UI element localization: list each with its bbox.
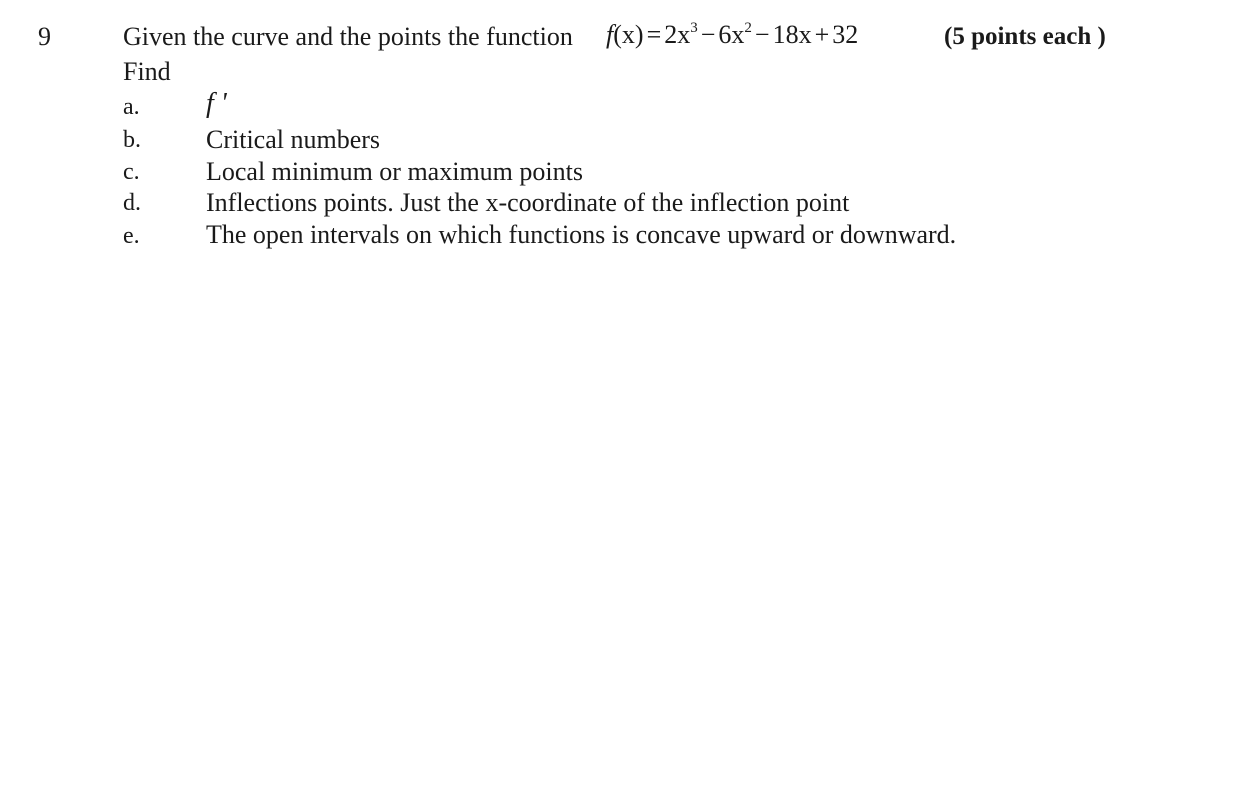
formula-op2: − <box>754 20 770 49</box>
part-d-letter: d. <box>123 190 141 216</box>
question-number: 9 <box>38 22 51 51</box>
part-b-letter: b. <box>123 127 141 153</box>
formula-arg: (x) <box>613 20 644 49</box>
points-note: (5 points each ) <box>944 23 1106 50</box>
function-formula <box>606 22 858 48</box>
formula-op3: + <box>814 20 830 49</box>
formula-term1-exponent: 3 <box>690 20 698 36</box>
formula-term4: 32 <box>832 20 859 49</box>
question-stem <box>123 24 573 50</box>
part-e-text: The open intervals on which functions is concave upward or downward. <box>206 220 957 249</box>
question-prompt: Given the curve and the points the function <box>123 22 573 51</box>
formula-term2-exponent: 2 <box>744 20 752 36</box>
part-c-text: Local minimum or maximum points <box>206 157 583 186</box>
part-a-letter: a. <box>123 94 140 120</box>
part-c-letter: c. <box>123 159 140 185</box>
formula-term3: 18x <box>772 20 812 49</box>
formula-term1: 2x <box>664 20 691 49</box>
formula-term2: 6x <box>718 20 745 49</box>
formula-op1: − <box>700 20 716 49</box>
find-label: Find <box>123 57 171 86</box>
formula-lhs: f <box>606 20 614 49</box>
part-a-text: f ' <box>206 88 227 119</box>
part-b-text: Critical numbers <box>206 125 381 154</box>
part-e-letter: e. <box>123 223 140 249</box>
formula-equals: = <box>646 20 662 49</box>
part-d-text: Inflections points. Just the x-coordinate of the inflection point <box>206 188 850 217</box>
